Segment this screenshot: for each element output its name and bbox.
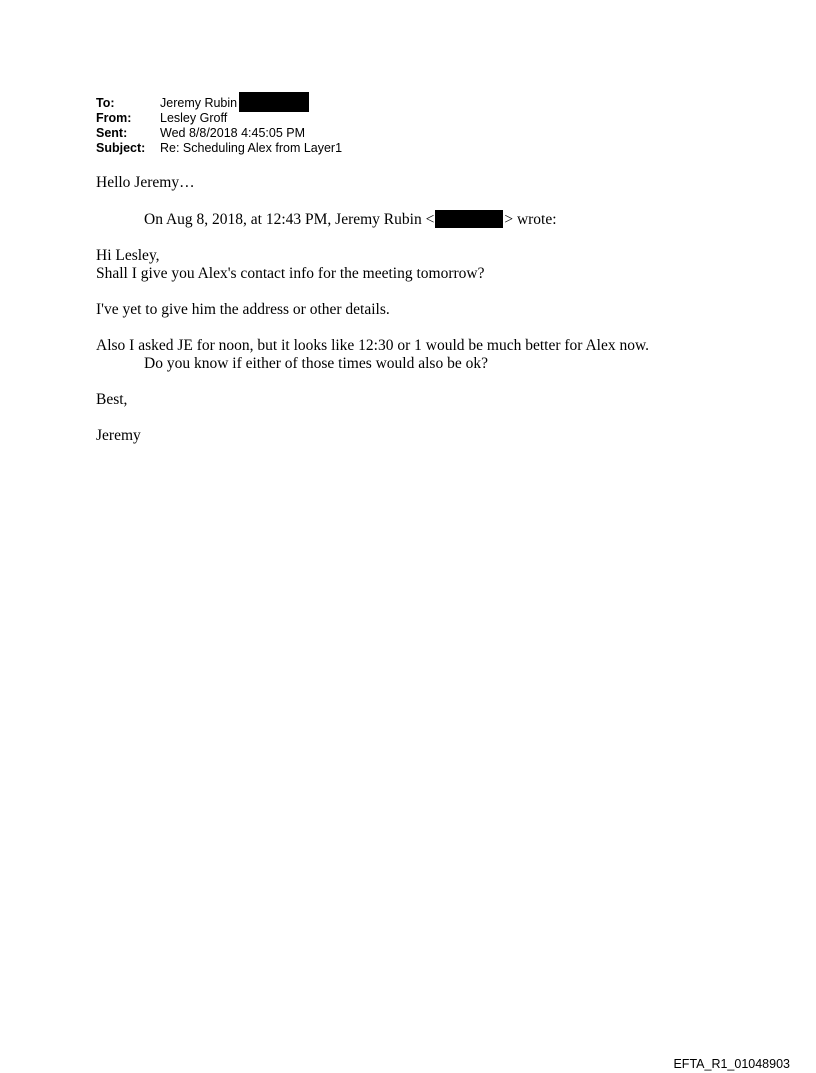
to-value: Jeremy Rubin xyxy=(160,96,238,110)
sent-row xyxy=(96,126,342,141)
sent-value: Wed 8/8/2018 4:45:05 PM xyxy=(160,126,306,140)
document-id: EFTA_R1_01048903 xyxy=(673,1057,790,1071)
from-value: Lesley Groff xyxy=(160,111,228,125)
subject-value: Re: Scheduling Alex from Layer1 xyxy=(160,141,343,155)
body-line-yet: I've yet to give him the address or other details. xyxy=(96,301,390,318)
body-line-shall: Shall I give you Alex's contact info for the meeting tomorrow? xyxy=(96,265,485,282)
quote-attribution xyxy=(96,210,716,229)
body-line-also: Also I asked JE for noon, but it looks like 12:30 or 1 would be much better for Alex now. xyxy=(96,337,650,354)
quote-suffix: > wrote: xyxy=(504,211,557,228)
to-label: To: xyxy=(96,96,115,110)
quote-prefix: On Aug 8, 2018, at 12:43 PM, Jeremy Rubin < xyxy=(144,211,435,228)
sent-label: Sent: xyxy=(96,126,128,140)
subject-label: Subject: xyxy=(96,141,146,155)
body-line-hi: Hi Lesley, xyxy=(96,247,160,264)
email-header xyxy=(96,96,342,156)
email-body xyxy=(96,174,716,445)
redaction-block xyxy=(435,210,503,228)
body-line-doyou: Do you know if either of those times would also be ok? xyxy=(144,355,488,372)
body-line-best: Best, xyxy=(96,391,128,408)
greeting-line: Hello Jeremy… xyxy=(96,174,195,191)
subject-row xyxy=(96,141,342,156)
signature-line: Jeremy xyxy=(96,427,141,444)
redaction-block xyxy=(239,92,309,112)
from-label: From: xyxy=(96,111,132,125)
to-row xyxy=(96,96,342,111)
